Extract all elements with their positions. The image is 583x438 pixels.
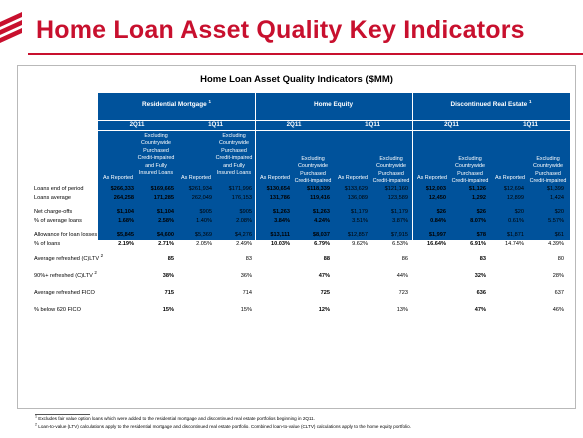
table-cell: 47% bbox=[318, 273, 330, 279]
row-label: 90%+ refreshed (C)LTV $^2$ bbox=[34, 270, 97, 279]
header-divider bbox=[98, 130, 570, 131]
table-cell: 2.71% bbox=[158, 241, 174, 247]
table-cell: 171,285 bbox=[153, 195, 174, 201]
table-cell: $1,263 bbox=[272, 209, 290, 215]
table-cell: $1,126 bbox=[468, 186, 486, 192]
column-header-as-reported: As Reported bbox=[260, 175, 290, 181]
table-cell: $8,037 bbox=[312, 232, 330, 238]
table-cell: 2.58% bbox=[158, 218, 174, 224]
table-cell: 637 bbox=[554, 290, 564, 296]
footnote-1: $^1$ Excludes fair value option loans which were added to the residential mortgage and discontinued real estate portfolios beginning in 2Q11. bbox=[35, 414, 316, 421]
column-header-excluding: Excluding Countrywide Purchased Credit-impaired and Fully Insured Loans bbox=[137, 133, 175, 177]
table-cell: 264,258 bbox=[113, 195, 134, 201]
table-cell: $1,179 bbox=[390, 209, 408, 215]
table-cell: $1,399 bbox=[546, 186, 564, 192]
table-cell: 176,153 bbox=[231, 195, 252, 201]
table-cell: $12,003 bbox=[425, 186, 446, 192]
table-cell: 725 bbox=[320, 290, 330, 296]
group-header-home-equity: Home Equity bbox=[313, 101, 354, 108]
table-cell: $5,369 bbox=[194, 232, 212, 238]
column-header-excluding: Excluding Countrywide Purchased Credit-impaired and Fully Insured Loans bbox=[215, 133, 253, 177]
row-label: % of loans bbox=[34, 241, 61, 247]
table-cell: 2.19% bbox=[118, 241, 134, 247]
table-cell: 6.53% bbox=[392, 241, 408, 247]
table-cell: $20 bbox=[514, 209, 524, 215]
table-cell: $1,104 bbox=[116, 209, 134, 215]
table-cell: 723 bbox=[398, 290, 408, 296]
title-divider bbox=[28, 53, 583, 55]
table-cell: $20 bbox=[554, 209, 564, 215]
table-cell: $261,934 bbox=[188, 186, 212, 192]
table-cell: 3.84% bbox=[274, 218, 290, 224]
table-cell: $4,600 bbox=[156, 232, 174, 238]
row-label: % below 620 FICO bbox=[34, 307, 81, 313]
table-cell: 1.40% bbox=[196, 218, 212, 224]
table-cell: $13,111 bbox=[270, 232, 290, 238]
table-cell: 0.61% bbox=[508, 218, 524, 224]
table-cell: 119,416 bbox=[310, 195, 330, 201]
table-cell: 714 bbox=[242, 290, 252, 296]
table-cell: 123,589 bbox=[387, 195, 408, 201]
row-label: Allowance for loan losses bbox=[34, 232, 98, 238]
table-cell: $133,629 bbox=[344, 186, 368, 192]
quarter-label: 2Q11 bbox=[129, 121, 145, 128]
table-cell: 262,049 bbox=[191, 195, 212, 201]
table-cell: 1,424 bbox=[550, 195, 564, 201]
table-cell: 16.64% bbox=[427, 241, 446, 247]
table-cell: 36% bbox=[240, 273, 252, 279]
table-cell: 12,450 bbox=[428, 195, 446, 201]
table-cell: 80 bbox=[557, 256, 564, 262]
table-cell: $26 bbox=[476, 209, 486, 215]
table-cell: $171,996 bbox=[228, 186, 252, 192]
table-cell: $1,871 bbox=[506, 232, 524, 238]
table-cell: 2.49% bbox=[236, 241, 252, 247]
table-cell: 86 bbox=[401, 256, 408, 262]
row-label: Net charge-offs bbox=[34, 209, 73, 215]
table-cell: $12,694 bbox=[503, 186, 524, 192]
table-cell: 9.62% bbox=[352, 241, 368, 247]
quarter-label: 1Q11 bbox=[523, 121, 538, 128]
table-cell: 3.51% bbox=[352, 218, 368, 224]
column-header-excluding: Excluding Countrywide Purchased Credit-impaired bbox=[451, 156, 489, 185]
table-cell: $1,104 bbox=[156, 209, 174, 215]
table-cell: 5.57% bbox=[548, 218, 564, 224]
group-header-residential-mortgage: Residential Mortgage $^1$ bbox=[142, 98, 211, 108]
table-cell: 6.91% bbox=[470, 241, 486, 247]
table-cell: 13% bbox=[396, 307, 408, 313]
row-label: % of average loans bbox=[34, 218, 82, 224]
table-cell: 12,899 bbox=[506, 195, 524, 201]
table-cell: 14.74% bbox=[505, 241, 524, 247]
table-cell: $26 bbox=[436, 209, 446, 215]
table-cell: 28% bbox=[552, 273, 564, 279]
table-cell: 4.39% bbox=[548, 241, 564, 247]
brand-flag-logo bbox=[0, 0, 40, 55]
table-cell: 4.24% bbox=[314, 218, 330, 224]
table-cell: $12,857 bbox=[347, 232, 368, 238]
footnote-divider bbox=[35, 414, 90, 415]
row-label: Loans end of period bbox=[34, 186, 84, 192]
group-header-discontinued-real-estate: Discontinued Real Estate $^1$ bbox=[450, 98, 532, 108]
table-cell: $1,997 bbox=[428, 232, 446, 238]
table-cell: $4,276 bbox=[234, 232, 252, 238]
table-cell: 44% bbox=[396, 273, 408, 279]
table-cell: 131,786 bbox=[269, 195, 290, 201]
table-cell: $1,179 bbox=[350, 209, 368, 215]
table-cell: 8.07% bbox=[470, 218, 486, 224]
table-cell: 88 bbox=[323, 256, 330, 262]
table-cell: 1.68% bbox=[118, 218, 134, 224]
table-cell: $118,339 bbox=[306, 186, 330, 192]
table-cell: 636 bbox=[476, 290, 486, 296]
table-cell: 1,292 bbox=[472, 195, 486, 201]
table-cell: $169,665 bbox=[150, 186, 174, 192]
table-cell: 38% bbox=[162, 273, 174, 279]
row-label: Average refreshed (C)LTV $^2$ bbox=[34, 253, 104, 262]
table-cell: 47% bbox=[474, 307, 486, 313]
table-cell: 15% bbox=[240, 307, 252, 313]
table-cell: $266,333 bbox=[110, 186, 134, 192]
table-cell: 136,089 bbox=[347, 195, 368, 201]
table-cell: 2.08% bbox=[236, 218, 252, 224]
column-header-as-reported: As Reported bbox=[103, 175, 133, 181]
row-label: Loans average bbox=[34, 195, 72, 201]
table-cell: 6.79% bbox=[314, 241, 330, 247]
table-title: Home Loan Asset Quality Indicators ($MM) bbox=[200, 74, 393, 85]
table-cell: 0.84% bbox=[430, 218, 446, 224]
quarter-label: 2Q11 bbox=[286, 121, 302, 128]
table-cell: 46% bbox=[552, 307, 564, 313]
table-cell: 2.05% bbox=[196, 241, 212, 247]
table-cell: $130,654 bbox=[266, 186, 290, 192]
table-cell: $905 bbox=[199, 209, 212, 215]
footnote-2: $^2$ Loan-to-value (LTV) calculations apply to the residential mortgage and discontinued real estate portfolio. Combined loan-to-value (CLTV) calculations apply to the home equity portfolio. bbox=[35, 422, 411, 429]
table-cell: $905 bbox=[239, 209, 252, 215]
table-cell: 715 bbox=[164, 290, 174, 296]
table-cell: 83 bbox=[245, 256, 252, 262]
table-cell: 15% bbox=[162, 307, 174, 313]
column-header-as-reported: As Reported bbox=[338, 175, 368, 181]
row-label: Average refreshed FICO bbox=[34, 290, 95, 296]
column-header-excluding: Excluding Countrywide Purchased Credit-impaired bbox=[294, 156, 332, 185]
table-cell: 83 bbox=[479, 256, 486, 262]
indicators-table bbox=[17, 65, 576, 409]
quarter-label: 2Q11 bbox=[444, 121, 459, 128]
column-header-as-reported: As Reported bbox=[495, 175, 525, 181]
table-cell: 12% bbox=[318, 307, 330, 313]
table-cell: $7,915 bbox=[390, 232, 408, 238]
table-cell: 85 bbox=[167, 256, 174, 262]
table-cell: 10.03% bbox=[271, 241, 290, 247]
table-cell: $5,845 bbox=[116, 232, 134, 238]
table-cell: 32% bbox=[474, 273, 486, 279]
table-cell: 3.87% bbox=[392, 218, 408, 224]
column-header-as-reported: As Reported bbox=[181, 175, 211, 181]
table-cell: $1,263 bbox=[312, 209, 330, 215]
page-title: Home Loan Asset Quality Key Indicators bbox=[36, 16, 525, 44]
column-header-excluding: Excluding Countrywide Purchased Credit-impaired bbox=[529, 156, 567, 185]
quarter-label: 1Q11 bbox=[208, 121, 223, 128]
column-header-as-reported: As Reported bbox=[417, 175, 447, 181]
quarter-label: 1Q11 bbox=[365, 121, 380, 128]
column-header-excluding: Excluding Countrywide Purchased Credit-impaired bbox=[372, 156, 410, 185]
table-cell: $61 bbox=[554, 232, 564, 238]
table-cell: $78 bbox=[476, 232, 486, 238]
table-cell: $121,160 bbox=[384, 186, 408, 192]
